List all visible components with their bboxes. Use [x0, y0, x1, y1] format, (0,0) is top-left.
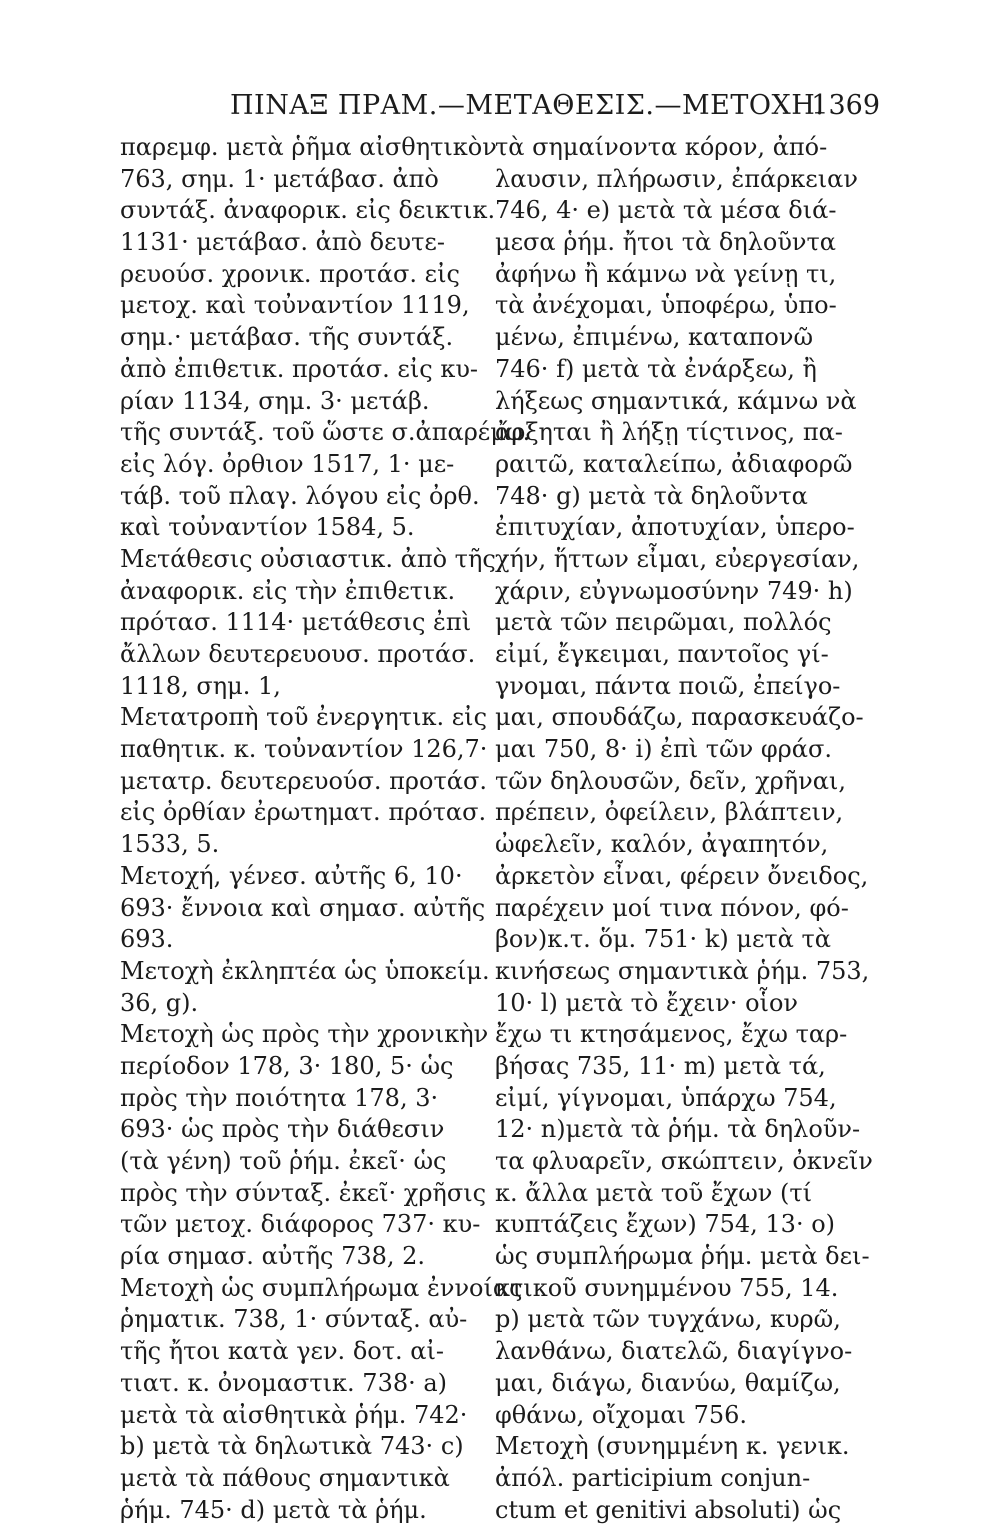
- text-line: φθάνω, οἴχομαι 756.: [495, 1400, 748, 1429]
- text-line: λαυσιν, πλήρωσιν, ἐπάρκειαν: [495, 164, 858, 193]
- text-line: 748· g) μετὰ τὰ δηλοῦντα: [495, 481, 808, 510]
- text-line: καὶ τοὐναντίον 1584, 5.: [120, 513, 415, 542]
- text-line: ὡς συμπλήρωμα ῥήμ. μετὰ δει-: [495, 1242, 870, 1271]
- text-line: λήξεως σημαντικά, κάμνω νὰ: [495, 386, 857, 415]
- text-line: κινήσεως σημαντικὰ ῥήμ. 753,: [495, 956, 870, 985]
- text-line: Μετοχὴ (συνημμένη κ. γενικ.: [495, 1432, 850, 1461]
- page-number: 1369: [811, 90, 880, 121]
- right-column: [495, 132, 873, 1526]
- text-line: Μετάθεσις οὐσιαστικ. ἀπὸ τῆς: [120, 544, 496, 573]
- text-line: μαι, διάγω, διανύω, θαμίζω,: [495, 1368, 841, 1397]
- text-line: γνομαι, πάντα ποιῶ, ἐπείγο-: [495, 671, 841, 700]
- text-line: περίοδον 178, 3· 180, 5· ὡς: [120, 1051, 454, 1080]
- text-line: πρὸς τὴν ποιότητα 178, 3·: [120, 1083, 439, 1112]
- text-line: τῶν μετοχ. διάφορος 737· κυ-: [120, 1210, 481, 1239]
- text-line: 693· ὡς πρὸς τὴν διάθεσιν: [120, 1115, 445, 1144]
- text-line: Μετοχὴ ἐκληπτέα ὡς ὑποκείμ.: [120, 956, 490, 985]
- text-line: παρεμφ. μετὰ ῥῆμα αἰσθητικὸν: [120, 133, 497, 161]
- text-line: τῆς συντάξ. τοῦ ὥστε σ.ἀπαρέμφ.: [120, 418, 531, 447]
- text-line: συντάξ. ἀναφορικ. εἰς δεικτικ.: [120, 196, 496, 225]
- text-line: ρία σημασ. αὐτῆς 738, 2.: [120, 1242, 426, 1271]
- text-line: χάριν, εὐγνωμοσύνην 749· h): [495, 576, 853, 605]
- text-line: ἀναφορικ. εἰς τὴν ἐπιθετικ.: [120, 576, 456, 605]
- text-line: τάβ. τοῦ πλαγ. λόγου εἰς ὀρθ.: [120, 481, 480, 510]
- text-line: 746· f) μετὰ τὰ ἐνάρξεω, ἢ: [495, 354, 817, 383]
- text-line: (τὰ γένη) τοῦ ῥήμ. ἐκεῖ· ὡς: [120, 1147, 447, 1175]
- text-line: λανθάνω, διατελῶ, διαγίγνο-: [495, 1337, 853, 1366]
- text-line: τῶν δηλουσῶν, δεῖν, χρῆναι,: [495, 766, 846, 795]
- text-line: μετατρ. δευτερευούσ. προτάσ.: [120, 766, 487, 795]
- text-line: πρὸς τὴν σύνταξ. ἐκεῖ· χρῆσις: [120, 1178, 487, 1207]
- text-line: τὰ ἀνέχομαι, ὑποφέρω, ὑπο-: [495, 291, 837, 320]
- text-line: μαι, σπουδάζω, παρασκευάζο-: [495, 703, 864, 732]
- text-line: 1118, σημ. 1,: [120, 671, 281, 700]
- text-line: Μετοχή, γένεσ. αὐτῆς 6, 10·: [120, 861, 463, 890]
- text-line: ἀφήνω ἢ κάμνω νὰ γείνῃ τι,: [495, 259, 837, 288]
- text-line: μετὰ τὰ πάθους σημαντικὰ: [120, 1463, 450, 1492]
- text-line: ῥήμ. 745· d) μετὰ τὰ ῥήμ.: [120, 1495, 427, 1524]
- text-line: ὠφελεῖν, καλόν, ἀγαπητόν,: [495, 830, 829, 859]
- text-line: εἰμί, γίγνομαι, ὑπάρχω 754,: [495, 1083, 837, 1112]
- text-line: ctum et genitivi absoluti) ὡς: [495, 1495, 842, 1524]
- text-line: τὰ σημαίνοντα κόρον, ἀπό-: [495, 133, 828, 161]
- text-line: σημ.· μετάβασ. τῆς συντάξ.: [120, 323, 454, 352]
- text-line: Μετοχὴ ὡς συμπλήρωμα ἐννοίας: [120, 1273, 523, 1302]
- text-line: ἔχω τι κτησάμενος, ἔχω ταρ-: [495, 1020, 848, 1049]
- text-line: μετὰ τὰ αἰσθητικὰ ῥήμ. 742·: [120, 1400, 468, 1429]
- text-line: b) μετὰ τὰ δηλωτικὰ 743· c): [120, 1432, 464, 1461]
- text-line: εἰς ὀρθίαν ἐρωτηματ. πρότασ.: [120, 798, 487, 827]
- text-line: Μετατροπὴ τοῦ ἐνεργητικ. εἰς: [120, 703, 488, 732]
- text-line: 693.: [120, 925, 174, 954]
- text-line: ἐπιτυχίαν, ἀποτυχίαν, ὑπερο-: [495, 513, 855, 542]
- text-line: ἀπόλ. participium conjun-: [495, 1463, 811, 1492]
- text-line: τῆς ἤτοι κατὰ γεν. δοτ. αἰ-: [120, 1337, 444, 1366]
- text-line: 1131· μετάβασ. ἀπὸ δευτε-: [120, 228, 445, 257]
- text-line: πρέπειν, ὀφείλειν, βλάπτειν,: [495, 798, 844, 827]
- text-line: κτικοῦ συνημμένου 755, 14.: [495, 1273, 839, 1302]
- text-line: μένω, ἐπιμένω, καταπονῶ: [495, 323, 814, 352]
- text-line: τιατ. κ. ὀνομαστικ. 738· a): [120, 1368, 448, 1397]
- left-column: [120, 132, 531, 1526]
- text-line: Μετοχὴ ὡς πρὸς τὴν χρονικὴν: [120, 1020, 489, 1049]
- text-line: p) μετὰ τῶν τυγχάνω, κυρῶ,: [495, 1305, 841, 1334]
- text-line: πρότασ. 1114· μετάθεσις ἐπὶ: [120, 608, 472, 637]
- text-line: 693· ἔννοια καὶ σημασ. αὐτῆς: [120, 893, 486, 922]
- text-line: 36, g).: [120, 988, 199, 1017]
- text-line: κ. ἄλλα μετὰ τοῦ ἔχων (τί: [495, 1178, 813, 1207]
- text-line: ρευούσ. χρονικ. προτάσ. εἰς: [120, 259, 460, 288]
- text-line: ἄρξηται ἢ λήξῃ τίςτινος, πα-: [495, 418, 843, 447]
- header-title: ΠΙΝΑΞ ΠΡΑΜ.—ΜΕΤΑΘΕΣΙΣ.—ΜΕΤΟΧΗ.: [230, 90, 825, 121]
- text-line: βήσας 735, 11· m) μετὰ τά,: [495, 1051, 826, 1080]
- text-line: εἰς λόγ. ὀρθιον 1517, 1· με-: [120, 449, 455, 478]
- text-line: 763, σημ. 1· μετάβασ. ἀπὸ: [120, 164, 439, 193]
- text-line: εἰμί, ἔγκειμαι, παντοῖος γί-: [495, 640, 829, 668]
- text-line: μαι 750, 8· i) ἐπὶ τῶν φράσ.: [495, 735, 832, 764]
- text-line: μετοχ. καὶ τοὐναντίον 1119,: [120, 291, 470, 320]
- text-line: 746, 4· e) μετὰ τὰ μέσα διά-: [495, 196, 837, 225]
- text-line: 12· n)μετὰ τὰ ῥήμ. τὰ δηλοῦν-: [495, 1115, 861, 1144]
- text-line: ῥηματικ. 738, 1· σύνταξ. αὐ-: [120, 1305, 468, 1334]
- text-line: ρίαν 1134, σημ. 3· μετάβ.: [120, 386, 430, 415]
- running-header: [110, 90, 880, 130]
- text-line: χήν, ἥττων εἶμαι, εὐεργεσίαν,: [495, 544, 860, 573]
- text-line: 1533, 5.: [120, 830, 220, 859]
- text-line: μετὰ τῶν πειρῶμαι, πολλός: [495, 608, 832, 637]
- text-line: μεσα ῥήμ. ἤτοι τὰ δηλοῦντα: [495, 228, 837, 257]
- text-line: βον)κ.τ. ὅμ. 751· k) μετὰ τὰ: [495, 925, 831, 954]
- text-line: ραιτῶ, καταλείπω, ἀδιαφορῶ: [495, 449, 853, 478]
- text-line: ἄλλων δευτερευουσ. προτάσ.: [120, 640, 476, 668]
- text-line: κυπτάζεις ἔχων) 754, 13· o): [495, 1210, 836, 1239]
- text-line: τα φλυαρεῖν, σκώπτειν, ὀκνεῖν: [495, 1147, 873, 1175]
- text-line: παθητικ. κ. τοὐναντίον 126,7·: [120, 735, 488, 764]
- text-line: παρέχειν μοί τινα πόνον, φό-: [495, 893, 849, 922]
- text-line: 10· l) μετὰ τὸ ἔχειν· οἷον: [495, 988, 798, 1017]
- text-line: ἀρκετὸν εἶναι, φέρειν ὄνειδος,: [495, 861, 869, 890]
- text-line: ἀπὸ ἐπιθετικ. προτάσ. εἰς κυ-: [120, 354, 479, 383]
